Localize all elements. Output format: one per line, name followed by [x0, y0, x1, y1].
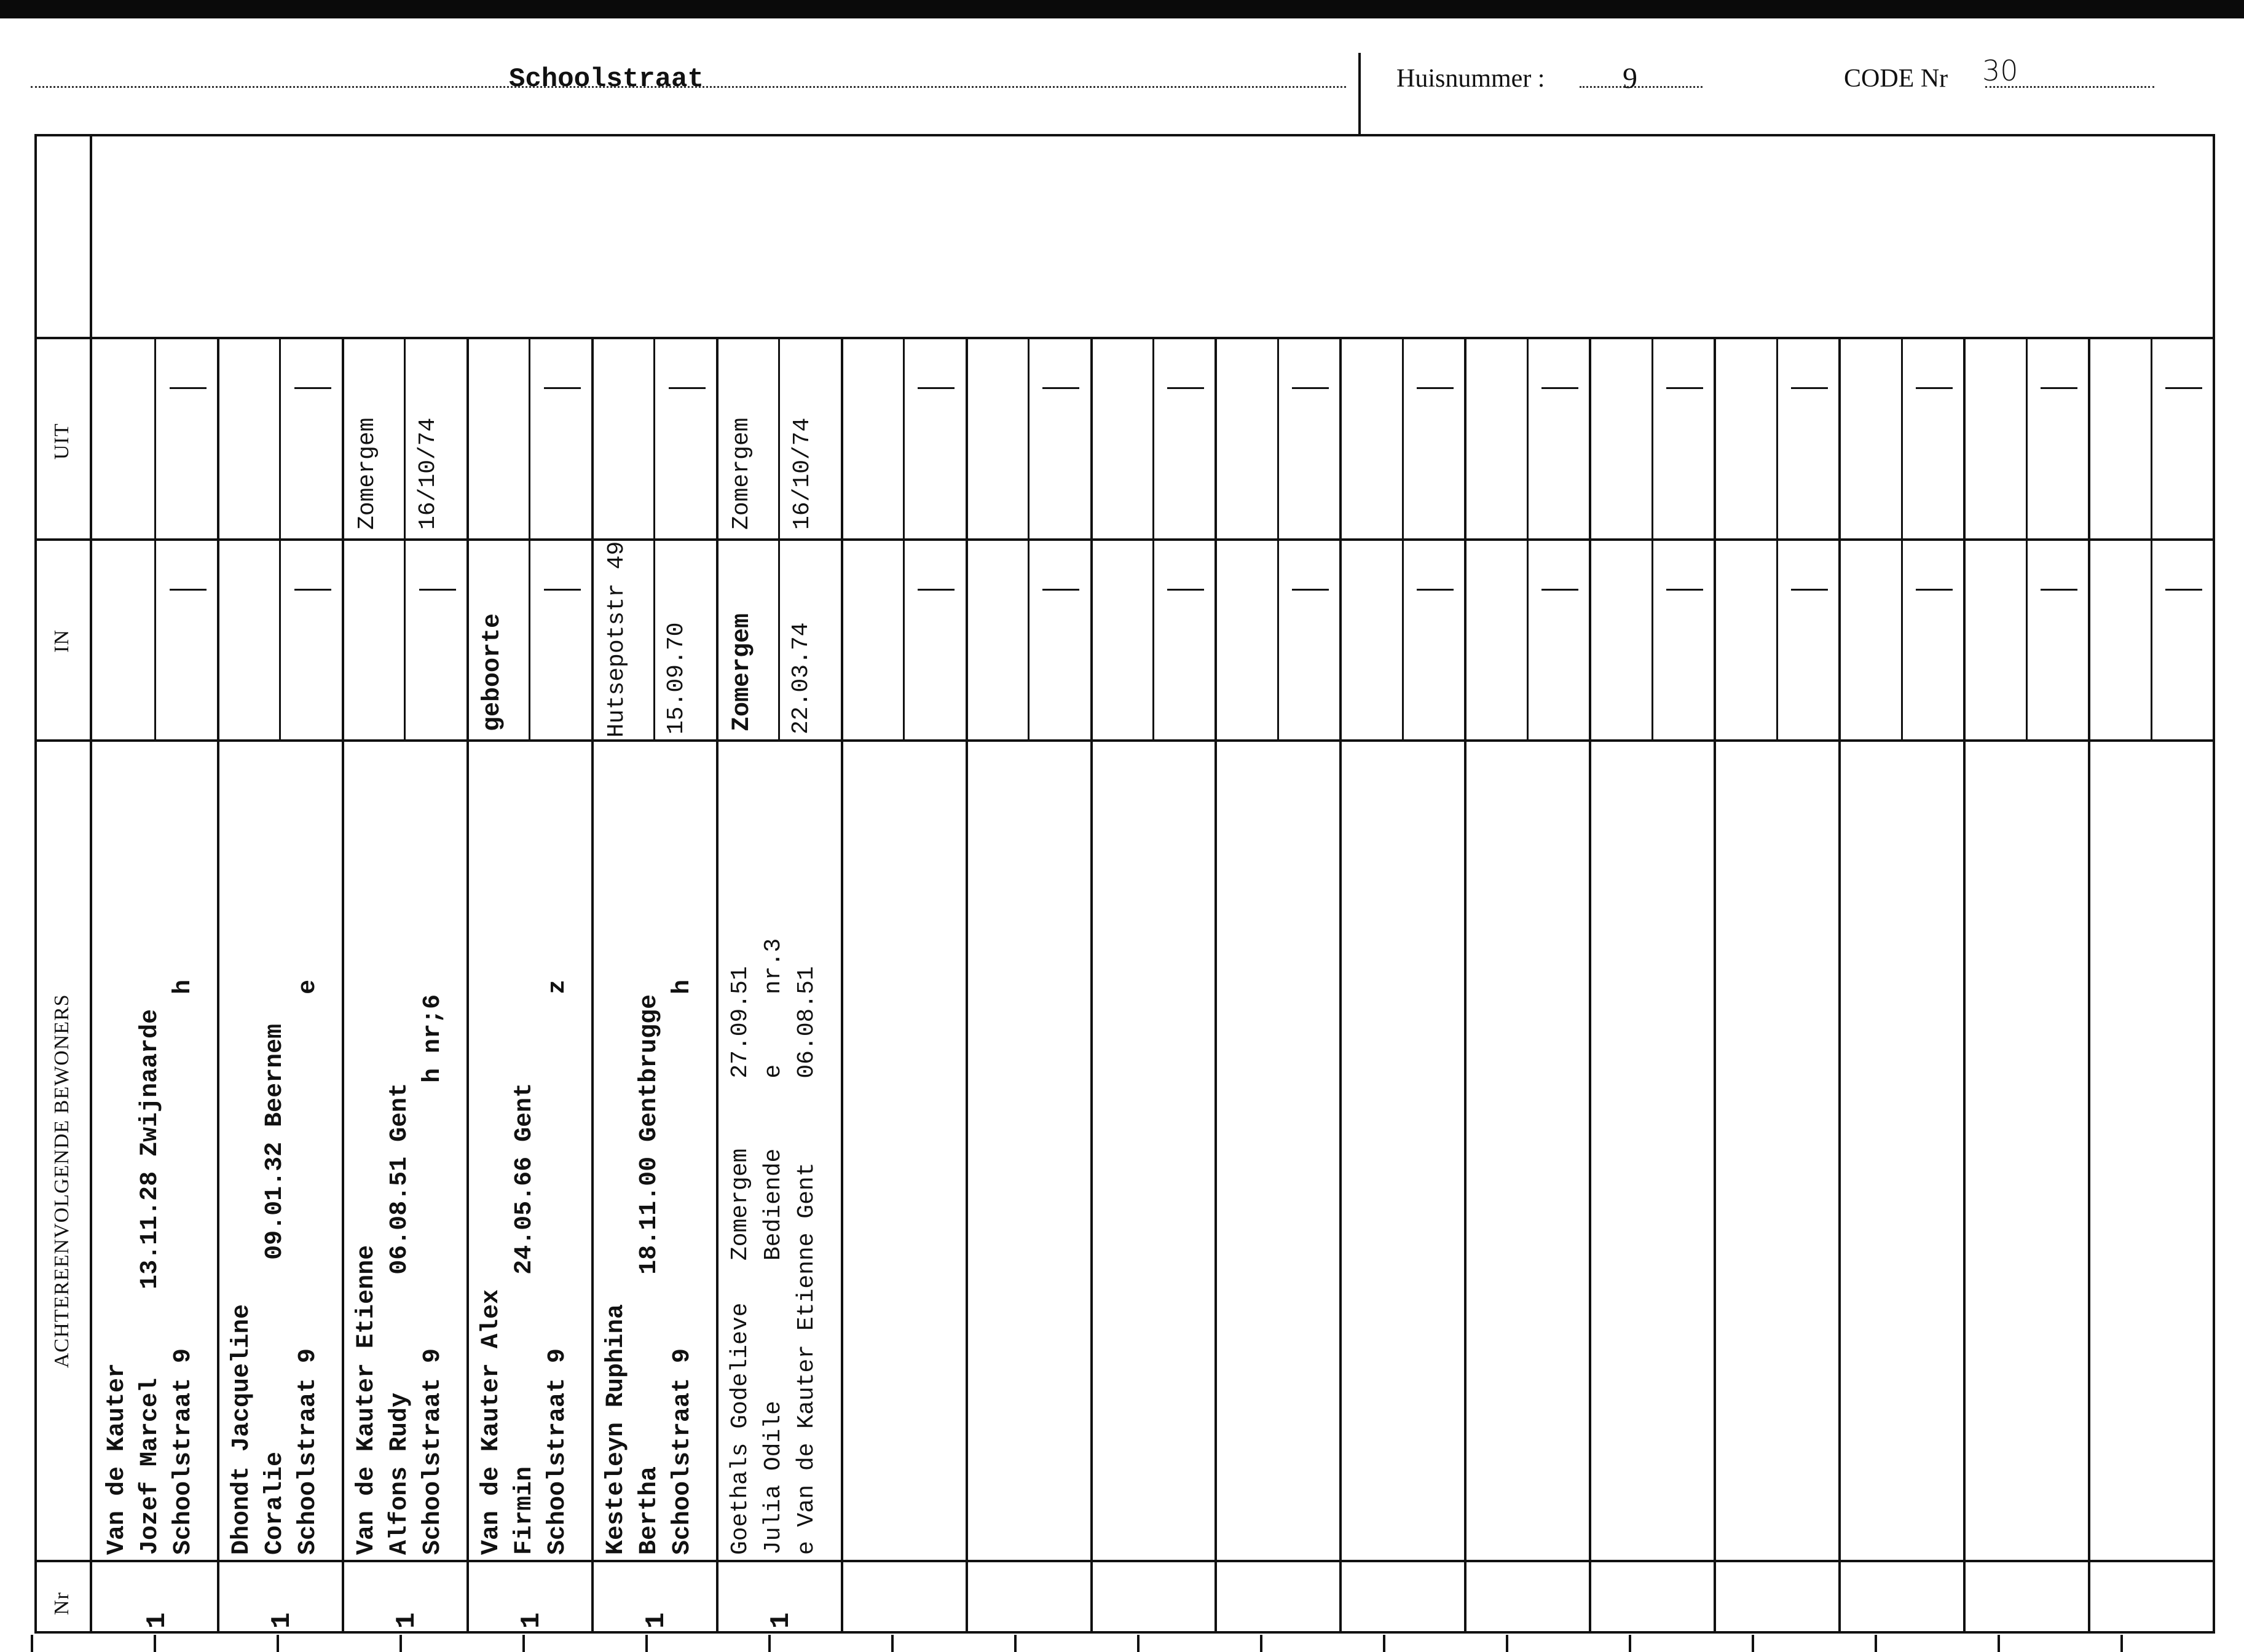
resident-line: Goethals Godelieve Zomergem 27.09.51 — [726, 966, 754, 1555]
label-column-divider — [90, 134, 92, 1634]
sub-column-divider — [1652, 337, 1653, 739]
resident-line: Schoolstraat 9 z — [543, 979, 572, 1555]
resident-line: Schoolstraat 9 h nr;6 — [419, 994, 447, 1555]
resident-line: Julia Odile Bediende e nr.3 — [760, 938, 787, 1555]
uit-empty-dash — [918, 387, 955, 389]
uit-empty-dash — [1666, 387, 1703, 389]
nr-label: Nr — [50, 1592, 73, 1615]
in-empty-dash — [2041, 589, 2077, 591]
uit-date: 16/10/74 — [415, 417, 442, 530]
uit-empty-dash — [170, 387, 207, 389]
column-divider — [1589, 337, 1591, 1634]
tick-mark — [645, 1635, 648, 1652]
column-divider — [1339, 337, 1342, 1634]
tick-mark — [1506, 1635, 1508, 1652]
sub-column-divider — [2151, 337, 2152, 739]
tick-mark — [154, 1635, 156, 1652]
resident-line: Van de Kauter — [103, 1363, 131, 1555]
column-divider — [1963, 337, 1966, 1634]
scan-top-border — [0, 0, 2244, 18]
resident-line: Coralie 09.01.32 Beernem — [261, 1023, 289, 1555]
tick-mark — [277, 1635, 279, 1652]
row-number: 1 — [766, 1612, 797, 1629]
tick-mark — [1383, 1635, 1385, 1652]
street-name: Schoolstraat — [509, 64, 704, 95]
column-divider — [841, 337, 843, 1634]
sub-column-divider — [404, 337, 406, 739]
uit-row-top — [34, 337, 2215, 339]
sub-column-divider — [903, 337, 905, 739]
uit-place: Zomergem — [353, 417, 380, 530]
in-empty-dash — [918, 589, 955, 591]
sub-column-divider — [1901, 337, 1903, 739]
sub-column-divider — [2026, 337, 2028, 739]
in-empty-dash — [544, 589, 581, 591]
tick-mark — [1629, 1635, 1631, 1652]
resident-line: Alfons Rudy 06.08.51 Gent — [385, 1082, 414, 1555]
uit-empty-dash — [1417, 387, 1454, 389]
sub-column-divider — [1277, 337, 1279, 739]
in-empty-dash — [2165, 589, 2202, 591]
in-place: Hutsepotstr 49 — [603, 541, 630, 738]
column-divider — [966, 337, 968, 1634]
in-empty-dash — [1916, 589, 1953, 591]
resident-line: Bertha 18.11.00 Gentbrugge — [635, 994, 663, 1555]
in-date: 22.03.74 — [788, 622, 815, 734]
uit-empty-dash — [2165, 387, 2202, 389]
sub-column-divider — [778, 337, 780, 739]
tick-mark — [31, 1635, 33, 1652]
resident-line: Schoolstraat 9 h — [170, 979, 197, 1555]
in-empty-dash — [1666, 589, 1703, 591]
sub-column-divider — [1776, 337, 1778, 739]
tick-mark — [2120, 1635, 2123, 1652]
tick-mark — [1260, 1635, 1262, 1652]
column-divider — [2088, 337, 2090, 1634]
uit-empty-dash — [544, 387, 581, 389]
in-date: 15.09.70 — [663, 622, 690, 734]
in-empty-dash — [1541, 589, 1578, 591]
in-empty-dash — [170, 589, 207, 591]
in-place: geboorte — [478, 613, 506, 731]
uit-place: Zomergem — [728, 417, 755, 530]
header-divider — [1358, 53, 1361, 134]
column-divider — [591, 337, 594, 1634]
row-number: 1 — [516, 1612, 548, 1629]
tick-mark — [522, 1635, 525, 1652]
table-left-border — [34, 134, 37, 1634]
sub-column-divider — [653, 337, 655, 739]
column-divider — [1464, 337, 1466, 1634]
resident-line: Firmin 24.05.66 Gent — [510, 1082, 538, 1555]
uit-empty-dash — [1167, 387, 1204, 389]
row-number: 1 — [267, 1612, 298, 1629]
column-divider — [1215, 337, 1217, 1634]
resident-line: Dhondt Jacqueline — [227, 1304, 256, 1555]
code-label: CODE Nr — [1844, 65, 1948, 93]
row-number: 1 — [392, 1612, 423, 1629]
column-divider — [716, 337, 718, 1634]
in-empty-dash — [1791, 589, 1828, 591]
row-number: 1 — [641, 1612, 672, 1629]
uit-empty-dash — [2041, 387, 2077, 389]
column-divider — [1090, 337, 1093, 1634]
tick-mark — [891, 1635, 894, 1652]
in-label: IN — [50, 629, 73, 653]
resident-line: e Van de Kauter Etienne Gent 06.08.51 — [793, 966, 820, 1555]
table-bottom-border — [34, 1631, 2215, 1634]
tick-mark — [1014, 1635, 1017, 1652]
huisnummer-value: 9 — [1623, 62, 1637, 95]
table-top-border — [34, 134, 2215, 136]
row-number: 1 — [142, 1612, 173, 1629]
column-divider — [342, 337, 344, 1634]
resident-line: Schoolstraat 9 h — [668, 979, 696, 1555]
in-empty-dash — [294, 589, 331, 591]
sub-column-divider — [1028, 337, 1029, 739]
column-divider — [217, 337, 219, 1634]
uit-empty-dash — [1916, 387, 1953, 389]
uit-empty-dash — [1541, 387, 1578, 389]
in-empty-dash — [1292, 589, 1329, 591]
uit-empty-dash — [1791, 387, 1828, 389]
in-empty-dash — [419, 589, 456, 591]
resident-line: Van de Kauter Alex — [477, 1289, 505, 1555]
huisnummer-label: Huisnummer : — [1396, 65, 1545, 93]
in-row-top — [34, 538, 2215, 541]
uit-empty-dash — [1042, 387, 1079, 389]
resident-line: Van de Kauter Etienne — [352, 1245, 380, 1555]
code-value: 30 — [1982, 54, 2018, 87]
in-empty-dash — [1042, 589, 1079, 591]
tick-mark — [1998, 1635, 2000, 1652]
tick-mark — [400, 1635, 402, 1652]
column-divider — [1714, 337, 1716, 1634]
column-divider — [467, 337, 469, 1634]
resident-line: Schoolstraat 9 e — [294, 979, 322, 1555]
sub-column-divider — [279, 337, 281, 739]
uit-empty-dash — [294, 387, 331, 389]
sub-column-divider — [529, 337, 530, 739]
nr-row-top — [34, 1560, 2215, 1562]
tick-mark — [1137, 1635, 1140, 1652]
sub-column-divider — [154, 337, 156, 739]
uit-label: UIT — [50, 423, 73, 460]
tick-mark — [1752, 1635, 1754, 1652]
tick-mark — [1875, 1635, 1877, 1652]
in-empty-dash — [1167, 589, 1204, 591]
bewoners-label: ACHTEREENVOLGENDE BEWONERS — [50, 994, 73, 1368]
uit-empty-dash — [669, 387, 706, 389]
in-empty-dash — [1417, 589, 1454, 591]
sub-column-divider — [1527, 337, 1529, 739]
uit-empty-dash — [1292, 387, 1329, 389]
bewoners-row-top — [34, 739, 2215, 742]
huisnummer-dotted-line — [1580, 86, 1703, 88]
sub-column-divider — [1402, 337, 1404, 739]
sub-column-divider — [1152, 337, 1154, 739]
in-place: Zomergem — [728, 613, 756, 731]
uit-date: 16/10/74 — [789, 417, 816, 530]
tick-mark — [768, 1635, 771, 1652]
column-divider — [1838, 337, 1841, 1634]
resident-line: Kesteleyn Ruphina — [602, 1304, 630, 1555]
resident-line: Jozef Marcel 13.11.28 Zwijnaarde — [136, 1009, 164, 1555]
table-right-border — [2213, 134, 2215, 1634]
